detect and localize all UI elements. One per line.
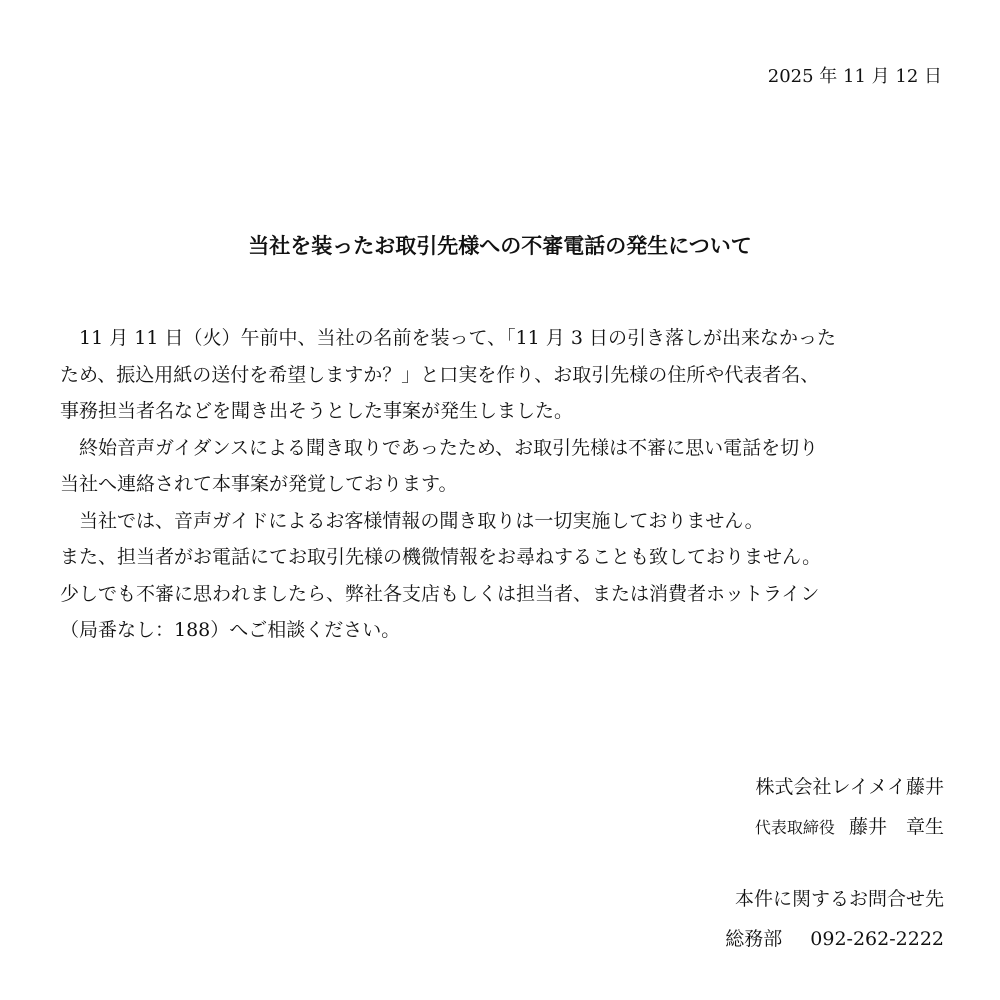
body-line: 当社では、音声ガイドによるお客様情報の聞き取りは一切実施しておりません。	[60, 509, 764, 532]
document-date: 2025 年 11 月 12 日	[767, 66, 942, 87]
contact-phone: 092-262-2222	[810, 928, 944, 950]
contact-block	[725, 884, 944, 954]
body-line: ため、振込用紙の送付を希望しますか？」と口実を作り、お取引先様の住所や代表者名、	[60, 363, 820, 386]
contact-line	[725, 924, 944, 954]
document-title: 当社を装ったお取引先様への不審電話の発生について	[248, 233, 752, 258]
body-line: 当社へ連絡されて本事案が発覚しております。	[60, 473, 458, 495]
document-body	[60, 320, 945, 649]
body-line: 少しでも不審に思われましたら、弊社各支店もしくは担当者、または消費者ホットライン	[60, 582, 820, 605]
representative-role: 代表取締役	[754, 818, 835, 837]
body-line: 終始音声ガイダンスによる聞き取りであったため、お取引先様は不審に思い電話を切り	[60, 436, 819, 459]
representative	[755, 812, 944, 843]
body-line: 11 月 11 日（火）午前中、当社の名前を装って、「11 月 3 日の引き落しが出来なかった	[60, 327, 836, 349]
contact-department: 総務部	[725, 928, 783, 950]
body-line: 事務担当者名などを聞き出そうとした事案が発生しました。	[60, 400, 574, 422]
body-line: （局番なし：188）へご相談ください。	[60, 619, 401, 641]
company-name: 株式会社レイメイ藤井	[755, 776, 944, 798]
contact-label: 本件に関するお問合せ先	[734, 888, 944, 910]
representative-name: 藤井 章生	[848, 816, 944, 838]
body-line: また、担当者がお電話にてお取引先様の機微情報をお尋ねすることも致しておりません。	[60, 546, 822, 568]
signature-block	[755, 772, 944, 843]
